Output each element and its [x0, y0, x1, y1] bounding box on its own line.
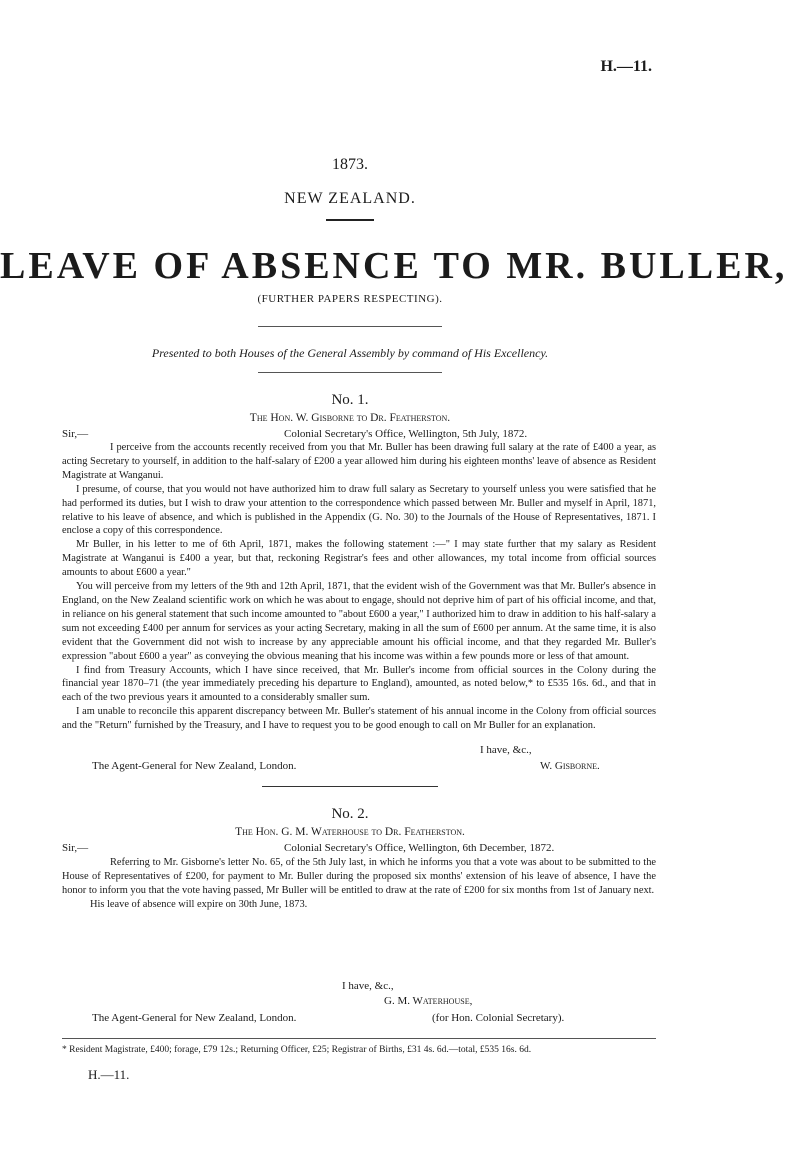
document-year: 1873.	[332, 156, 368, 173]
divider	[258, 372, 442, 373]
letter-2-address: The Hon. G. M. Waterhouse to Dr. Featherston.	[235, 826, 465, 838]
divider	[62, 1038, 656, 1039]
document-country: NEW ZEALAND.	[284, 190, 416, 207]
letter-1-address: The Hon. W. Gisborne to Dr. Featherston.	[249, 412, 451, 424]
document-reference: H.—11.	[600, 58, 652, 75]
letter-1-office: Colonial Secretary's Office, Wellington, 5th July, 1872.	[284, 428, 528, 440]
letter-2-body	[62, 856, 656, 912]
letter-2-closing: I have, &c.,	[342, 980, 394, 992]
letter-1-salutation: Sir,—	[62, 428, 89, 440]
paragraph: Mr Buller, in his letter to me of 6th April, 1871, makes the following statement :—" I may state further that my salary as Resident Magistrate at Wanganui is £400 a year, but that, reckoning Registrar's fees and other allowances, my total income from official sources amounts to about £600 a year."	[62, 539, 656, 579]
letter-1-recipient: The Agent-General for New Zealand, London.	[92, 760, 297, 772]
divider	[326, 219, 374, 221]
footnote: * Resident Magistrate, £400; forage, £79 12s.; Returning Officer, £25; Registrar of Births, £31 4s. 6d.—total, £535 16s. 6d.	[62, 1045, 532, 1055]
paragraph: I perceive from the accounts recently received from you that Mr. Buller has been drawing full salary at the rate of £400 a year, as acting Secretary to yourself, in addition to the half-salary of £200 a year allowed him during his eighteen months' leave of absence as Resident Magistrate at Wanganui.	[62, 442, 656, 481]
presented-note: Presented to both Houses of the General Assembly by command of His Excellency.	[151, 346, 549, 360]
paragraph: Referring to Mr. Gisborne's letter No. 65, of the 5th July last, in which he informs you that a vote was about to be submitted to the House of Representatives of £200, for payment to Mr. Buller during the proposed six months' extension of his leave of absence, I have the honor to inform you that the vote having passed, Mr Buller will be entitled to draw at the rate of £200 for six months from 1st of January next.	[62, 857, 656, 896]
document-subtitle: (FURTHER PAPERS RESPECTING).	[257, 293, 443, 305]
letter-2-number: No. 2.	[331, 806, 369, 822]
letter-2-signature-note: (for Hon. Colonial Secretary).	[432, 1012, 565, 1024]
paragraph: You will perceive from my letters of the 9th and 12th April, 1871, that the evident wish of the Government was that Mr. Buller's absence in England, on the New Zealand scientific work on which he was about to engage, should not deprive him of part of his official income, and that, in reliance on his general statement that such income amounted to "about £600 a year," I authorized him to draw in addition to his half-salary a sum not exceeding £400 per annum for services as your acting Secretary, making in all the sum of £600 per annum. At the same time, it is also evident that the Government did not wish to increase by any appreciable amount his official income, and that they regarded Mr. Buller's expression "about £600 a year" as conveying the obvious meaning that his income was within a few pounds more or less of that amount.	[62, 581, 656, 662]
letter-2-salutation: Sir,—	[62, 842, 89, 854]
letter-1-body	[62, 441, 656, 733]
letter-2-recipient: The Agent-General for New Zealand, London.	[92, 1012, 297, 1024]
letter-1-closing: I have, &c.,	[480, 744, 532, 756]
paragraph: I find from Treasury Accounts, which I have since received, that Mr. Buller's income from official sources in the Colony during the financial year 1870–71 (the year immediately preceding his departure to England), amounted, as noted below,* to £535 16s. 6d., and that in each of the two previous years it amounted to a considerably smaller sum.	[62, 664, 656, 704]
footer-reference: H.—11.	[88, 1067, 130, 1082]
letter-2-office: Colonial Secretary's Office, Wellington, 6th December, 1872.	[284, 842, 555, 854]
letter-1-number: No. 1.	[331, 392, 369, 408]
letter-2-signature: G. M. Waterhouse,	[384, 995, 473, 1007]
letter-1-signature: W. Gisborne.	[540, 760, 600, 772]
divider	[258, 326, 442, 327]
paragraph: His leave of absence will expire on 30th June, 1873.	[90, 898, 308, 910]
divider	[262, 786, 438, 787]
document-title: LEAVE OF ABSENCE TO MR. BULLER,	[0, 245, 787, 287]
paragraph: I am unable to reconcile this apparent discrepancy between Mr. Buller's statement of his annual income in the Colony from official sources and the "Return" furnished by the Treasury, and I have to request you to be good enough to call on Mr Buller for an explanation.	[62, 706, 656, 732]
paragraph: I presume, of course, that you would not have authorized him to draw full salary as Secretary to yourself unless you were satisfied that he had performed its duties, but I wish to draw your attention to the correspondence which passed between Mr. Buller and myself in April, 1871, relative to his leave of absence, and which is published in the Appendix (G. No. 30) to the Journals of the House of Representatives, 1871. I enclose a copy of this correspondence.	[62, 483, 656, 537]
